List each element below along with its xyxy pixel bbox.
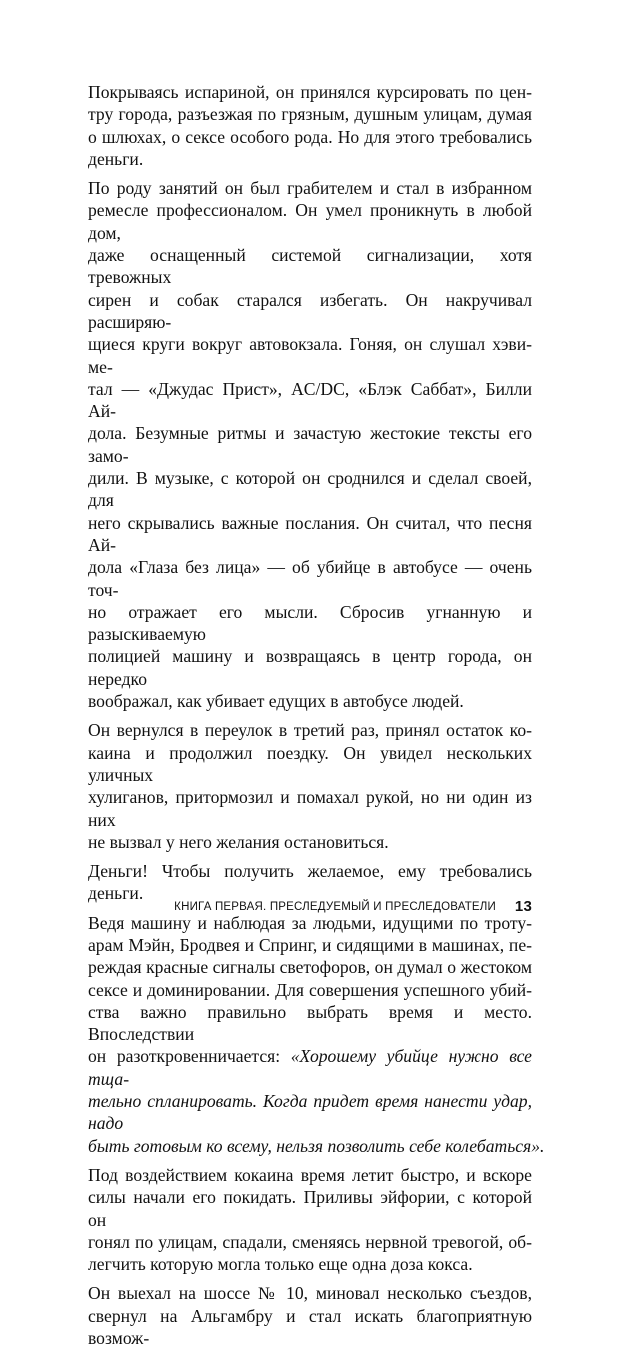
paragraph-2 (88, 177, 532, 712)
quote-line: тельно спланировать. Когда придет время нанести удар, надо (88, 1091, 532, 1134)
text-line: деньги. (88, 883, 144, 904)
text-line: не вызвал у него желания остановиться. (88, 831, 389, 852)
text-line: о шлюхах, о сексе особого рода. Но для этого требовались (88, 126, 532, 147)
text-line: реждая красные сигналы светофоров, он думал о жестоком (88, 957, 532, 978)
paragraph-3 (88, 719, 532, 853)
text-line: дола. Безумные ритмы и зачастую жестокие тексты его замо- (88, 423, 532, 466)
text-line: сирен и собак старался избегать. Он накручивал расширяю- (88, 289, 532, 332)
text-line: полицией машину и возвращаясь в центр города, он нередко (88, 646, 532, 689)
text-line: Ведя машину и наблюдая за людьми, идущими по троту- (88, 912, 532, 933)
text-line: свернул на Альгамбру и стал искать благоприятную возмож- (88, 1305, 532, 1349)
text-line: силы начали его покидать. Приливы эйфории, с которой он (88, 1187, 532, 1230)
text-line: Деньги! Чтобы получить желаемое, ему требовались (88, 861, 532, 882)
text-line: деньги. (88, 148, 144, 169)
text-line: воображал, как убивает едущих в автобусе людей. (88, 691, 464, 712)
running-title: КНИГА ПЕРВАЯ. ПРЕСЛЕДУЕМЫЙ И ПРЕСЛЕДОВАТЕЛИ (174, 901, 496, 913)
text-line: тру города, разъезжая по грязным, душным улицам, думая (88, 104, 532, 125)
text-line: хулиганов, притормозил и помахал рукой, но ни один из них (88, 787, 532, 830)
text-line: Под воздействием кокаина время летит быстро, и вскоре (88, 1164, 532, 1185)
book-page-body (88, 81, 545, 1349)
text-line: щиеся круги вокруг автовокзала. Гоняя, он слушал хэви-ме- (88, 334, 532, 377)
paragraph-7 (88, 1282, 532, 1349)
text-line: Он выехал на шоссе № 10, миновал несколько съездов, (88, 1283, 532, 1304)
text-line: дили. В музыке, с которой он сроднился и сделал своей, для (88, 468, 532, 511)
text-line: него скрывались важные послания. Он считал, что песня Ай- (88, 512, 532, 555)
paragraph-6 (88, 1164, 532, 1275)
text-line: гонял по улицам, спадали, сменяясь нервной тревогой, об- (88, 1231, 532, 1252)
quote-lead-in: он разоткровенничается: (88, 1046, 291, 1067)
page-number: 13 (514, 898, 532, 915)
page-footer (88, 898, 532, 918)
text-line: легчить которую могла только еще одна доза кокса. (88, 1254, 473, 1275)
quote-text: «Хорошему убийце нужно все тща- (88, 1046, 532, 1089)
text-line: ства важно правильно выбрать время и место. Впоследствии (88, 1001, 532, 1045)
text-line: но отражает его мысли. Сбросив угнанную и разыскиваемую (88, 601, 532, 645)
text-line: каина и продолжил поездку. Он увидел нескольких уличных (88, 742, 532, 785)
text-line: даже оснащенный системой сигнализации, хотя тревожных (88, 245, 532, 288)
text-line: Покрываясь испариной, он принялся курсировать по цен- (88, 82, 532, 102)
text-line: По роду занятий он был грабителем и стал в избранном (88, 178, 532, 199)
text-line: дола «Глаза без лица» — об убийце в автобусе — очень точ- (88, 557, 532, 600)
quote-line: быть готовым ко всему, нельзя позволить себе колебаться». (88, 1135, 545, 1156)
text-line: Он вернулся в переулок в третий раз, принял остаток ко- (88, 720, 532, 741)
text-line: ремесле профессионалом. Он умел проникнуть в любой дом, (88, 200, 532, 243)
text-line: тал — «Джудас Прист», AC/DC, «Блэк Саббат», Билли Ай- (88, 378, 532, 422)
text-line: сексе и доминировании. Для совершения успешного убий- (88, 979, 532, 1000)
paragraph-5 (88, 912, 545, 1157)
text-line: арам Мэйн, Бродвея и Спринг, и сидящими в машинах, пе- (88, 934, 532, 955)
paragraph-1 (88, 81, 532, 170)
text-line-with-quote (88, 1045, 532, 1090)
